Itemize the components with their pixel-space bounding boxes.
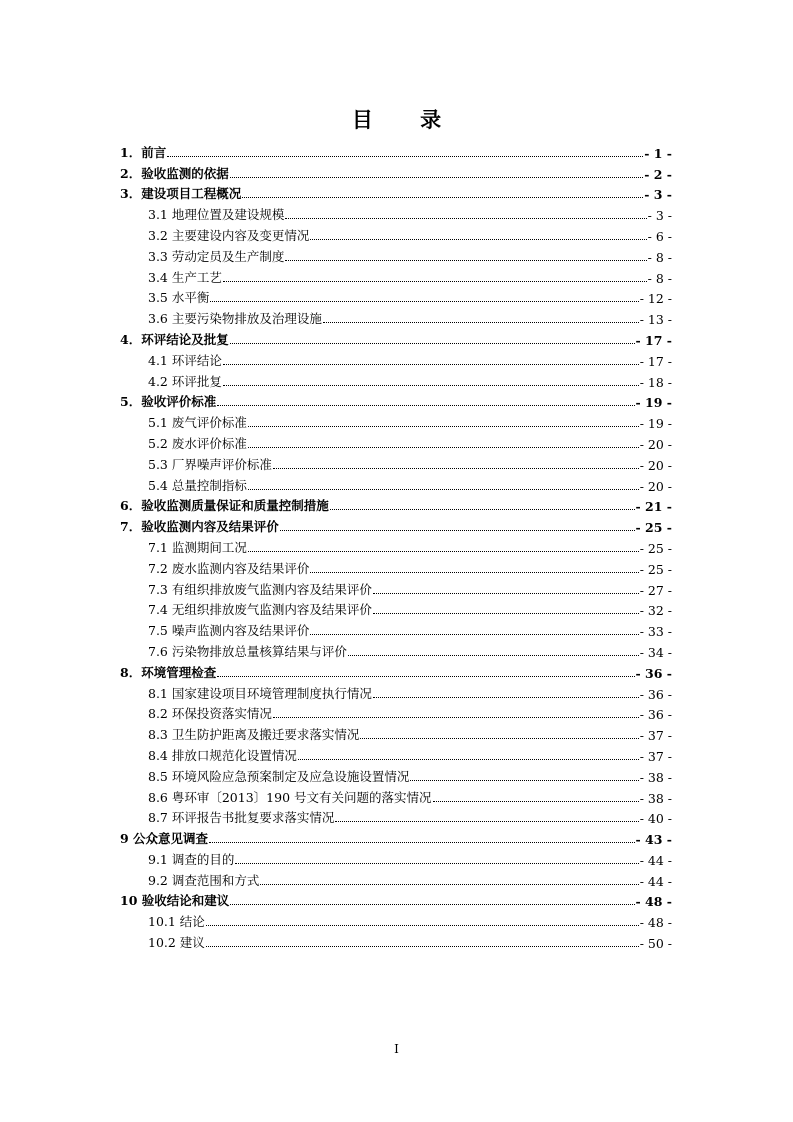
toc-entry-page: - 8 - [647, 270, 672, 286]
toc-entry[interactable] [120, 556, 672, 577]
toc-entry-page: - 17 - [635, 332, 672, 348]
toc-entry-label: 9 公众意见调查 [120, 831, 209, 847]
toc-entry-page: - 38 - [639, 769, 672, 785]
toc-entry-label: 8．环境管理检查 [120, 664, 217, 680]
toc-entry-label: 7.5 噪声监测内容及结果评价 [148, 623, 310, 639]
toc-entry-label: 3.4 生产工艺 [148, 269, 222, 285]
toc-entry-page: - 37 - [639, 748, 672, 764]
toc-entry-page: - 43 - [635, 832, 672, 848]
toc-entry-label: 4.2 环评批复 [148, 373, 222, 389]
toc-dot-leader [410, 779, 638, 781]
toc-entry-label: 7.6 污染物排放总量核算结果与评价 [148, 643, 347, 659]
toc-entry[interactable] [120, 202, 672, 223]
toc-entry-page: - 20 - [639, 436, 672, 452]
toc-entry-page: - 20 - [639, 457, 672, 473]
toc-entry[interactable] [120, 348, 672, 369]
table-of-contents [120, 140, 672, 951]
toc-entry-label: 6．验收监测质量保证和质量控制措施 [120, 498, 329, 514]
toc-entry[interactable] [120, 660, 672, 681]
toc-entry-page: - 34 - [639, 644, 672, 660]
toc-entry-page: - 36 - [635, 665, 672, 681]
toc-entry-label: 3.6 主要污染物排放及治理设施 [148, 311, 322, 327]
toc-entry[interactable] [120, 161, 672, 182]
toc-entry[interactable] [120, 909, 672, 930]
toc-entry[interactable] [120, 826, 672, 847]
toc-entry[interactable] [120, 598, 672, 619]
toc-entry[interactable] [120, 369, 672, 390]
toc-dot-leader [248, 550, 639, 552]
toc-dot-leader [285, 259, 646, 261]
toc-dot-leader [248, 446, 639, 448]
toc-dot-leader [285, 217, 646, 219]
toc-entry-page: - 19 - [639, 416, 672, 432]
page-number: I [394, 1042, 399, 1056]
toc-entry-label: 7.4 无组织排放废气监测内容及结果评价 [148, 602, 372, 618]
toc-entry-page: - 18 - [639, 374, 672, 390]
toc-dot-leader [223, 363, 639, 365]
toc-entry[interactable] [120, 577, 672, 598]
toc-entry-page: - 50 - [639, 936, 672, 952]
toc-dot-leader [323, 321, 639, 323]
toc-entry[interactable] [120, 390, 672, 411]
toc-entry[interactable] [120, 702, 672, 723]
toc-entry-page: - 38 - [639, 790, 672, 806]
toc-entry[interactable] [120, 868, 672, 889]
toc-entry-label: 7.3 有组织排放废气监测内容及结果评价 [148, 581, 372, 597]
toc-entry-label: 3.3 劳动定员及生产制度 [148, 248, 285, 264]
toc-entry-page: - 40 - [639, 811, 672, 827]
toc-entry-label: 10.1 结论 [148, 914, 205, 930]
toc-dot-leader [217, 675, 634, 677]
toc-dot-leader [230, 176, 644, 178]
toc-dot-leader [360, 737, 638, 739]
toc-dot-leader [433, 800, 639, 802]
toc-entry-label: 3.2 主要建设内容及变更情况 [148, 227, 310, 243]
toc-entry-label: 1．前言 [120, 144, 167, 160]
toc-dot-leader [280, 529, 635, 531]
toc-entry-label: 4．环评结论及批复 [120, 331, 229, 347]
toc-dot-leader [248, 488, 639, 490]
toc-entry[interactable] [120, 639, 672, 660]
toc-entry[interactable] [120, 182, 672, 203]
toc-dot-leader [273, 716, 639, 718]
toc-entry[interactable] [120, 494, 672, 515]
toc-entry-page: - 36 - [639, 686, 672, 702]
toc-dot-leader [373, 696, 639, 698]
toc-entry-page: - 8 - [647, 249, 672, 265]
toc-dot-leader [242, 196, 643, 198]
toc-dot-leader [335, 820, 638, 822]
toc-entry-label: 5．验收评价标准 [120, 394, 217, 410]
toc-dot-leader [260, 883, 638, 885]
toc-dot-leader [373, 592, 639, 594]
toc-entry[interactable] [120, 722, 672, 743]
toc-dot-leader [206, 945, 639, 947]
toc-dot-leader [330, 508, 635, 510]
toc-entry-label: 8.5 环境风险应急预案制定及应急设施设置情况 [148, 768, 410, 784]
toc-entry-label: 8.6 粤环审〔2013〕190 号文有关问题的落实情况 [148, 789, 432, 805]
toc-entry-label: 2．验收监测的依据 [120, 165, 229, 181]
toc-entry-page: - 2 - [644, 166, 672, 182]
toc-dot-leader [248, 425, 639, 427]
toc-entry-label: 3.1 地理位置及建设规模 [148, 207, 285, 223]
toc-entry-label: 5.3 厂界噪声评价标准 [148, 456, 272, 472]
toc-entry[interactable] [120, 410, 672, 431]
toc-entry-page: - 27 - [639, 582, 672, 598]
toc-entry-label: 9.2 调查范围和方式 [148, 872, 260, 888]
toc-dot-leader [373, 612, 639, 614]
toc-dot-leader [210, 300, 638, 302]
toc-entry-label: 7．验收监测内容及结果评价 [120, 519, 279, 535]
toc-entry-label: 8.2 环保投资落实情况 [148, 706, 272, 722]
toc-entry[interactable] [120, 785, 672, 806]
toc-entry[interactable] [120, 452, 672, 473]
toc-dot-leader [273, 467, 639, 469]
toc-entry-page: - 25 - [639, 561, 672, 577]
toc-entry[interactable] [120, 514, 672, 535]
toc-dot-leader [217, 404, 634, 406]
toc-entry[interactable] [120, 847, 672, 868]
toc-entry[interactable] [120, 889, 672, 910]
toc-entry-page: - 21 - [635, 499, 672, 515]
toc-entry-page: - 12 - [639, 291, 672, 307]
toc-entry-page: - 6 - [647, 228, 672, 244]
toc-dot-leader [310, 633, 638, 635]
toc-entry[interactable] [120, 140, 672, 161]
toc-entry-page: - 44 - [639, 852, 672, 868]
toc-entry[interactable] [120, 431, 672, 452]
toc-entry-page: - 25 - [639, 540, 672, 556]
toc-dot-leader [230, 903, 634, 905]
toc-entry-page: - 48 - [639, 915, 672, 931]
toc-dot-leader [209, 841, 634, 843]
toc-entry-page: - 20 - [639, 478, 672, 494]
toc-entry[interactable] [120, 806, 672, 827]
toc-dot-leader [230, 342, 635, 344]
toc-entry[interactable] [120, 223, 672, 244]
toc-entry-page: - 3 - [647, 208, 672, 224]
toc-entry-label: 10 验收结论和建议 [120, 893, 230, 909]
toc-entry-label: 8.4 排放口规范化设置情况 [148, 747, 297, 763]
toc-entry[interactable] [120, 743, 672, 764]
toc-dot-leader [167, 155, 643, 157]
toc-entry-label: 3.5 水平衡 [148, 290, 210, 306]
toc-entry-label: 4.1 环评结论 [148, 352, 222, 368]
toc-entry-label: 7.2 废水监测内容及结果评价 [148, 560, 310, 576]
toc-entry-page: - 19 - [635, 395, 672, 411]
toc-dot-leader [348, 654, 639, 656]
toc-entry[interactable] [120, 244, 672, 265]
toc-entry[interactable] [120, 306, 672, 327]
toc-entry[interactable] [120, 618, 672, 639]
toc-entry[interactable] [120, 764, 672, 785]
toc-entry-label: 7.1 监测期间工况 [148, 539, 247, 555]
toc-dot-leader [223, 384, 639, 386]
toc-entry-page: - 33 - [639, 624, 672, 640]
toc-dot-leader [223, 280, 647, 282]
toc-entry-label: 8.7 环评报告书批复要求落实情况 [148, 810, 335, 826]
toc-entry-label: 5.4 总量控制指标 [148, 477, 247, 493]
toc-entry-label: 3．建设项目工程概况 [120, 186, 242, 202]
toc-entry[interactable] [120, 286, 672, 307]
toc-entry[interactable] [120, 265, 672, 286]
toc-entry[interactable] [120, 930, 672, 951]
toc-entry[interactable] [120, 473, 672, 494]
toc-entry-label: 9.1 调查的目的 [148, 851, 235, 867]
toc-entry-label: 5.2 废水评价标准 [148, 435, 247, 451]
toc-entry-label: 10.2 建议 [148, 935, 205, 951]
toc-entry-page: - 25 - [635, 520, 672, 536]
toc-entry-page: - 3 - [644, 187, 672, 203]
toc-entry[interactable] [120, 535, 672, 556]
toc-entry-label: 8.1 国家建设项目环境管理制度执行情况 [148, 685, 372, 701]
toc-entry-page: - 1 - [644, 145, 672, 161]
page-title: 目 录 [351, 107, 462, 132]
toc-entry-label: 8.3 卫生防护距离及搬迁要求落实情况 [148, 727, 360, 743]
toc-entry-page: - 32 - [639, 603, 672, 619]
toc-dot-leader [235, 862, 638, 864]
toc-entry-page: - 48 - [635, 894, 672, 910]
toc-dot-leader [298, 758, 639, 760]
toc-entry-page: - 44 - [639, 873, 672, 889]
toc-entry-page: - 17 - [639, 353, 672, 369]
toc-dot-leader [206, 924, 639, 926]
toc-dot-leader [310, 238, 646, 240]
toc-entry[interactable] [120, 327, 672, 348]
toc-entry-page: - 37 - [639, 728, 672, 744]
toc-entry-page: - 36 - [639, 707, 672, 723]
toc-entry[interactable] [120, 681, 672, 702]
toc-entry-page: - 13 - [639, 312, 672, 328]
toc-dot-leader [310, 571, 638, 573]
toc-entry-label: 5.1 废气评价标准 [148, 415, 247, 431]
